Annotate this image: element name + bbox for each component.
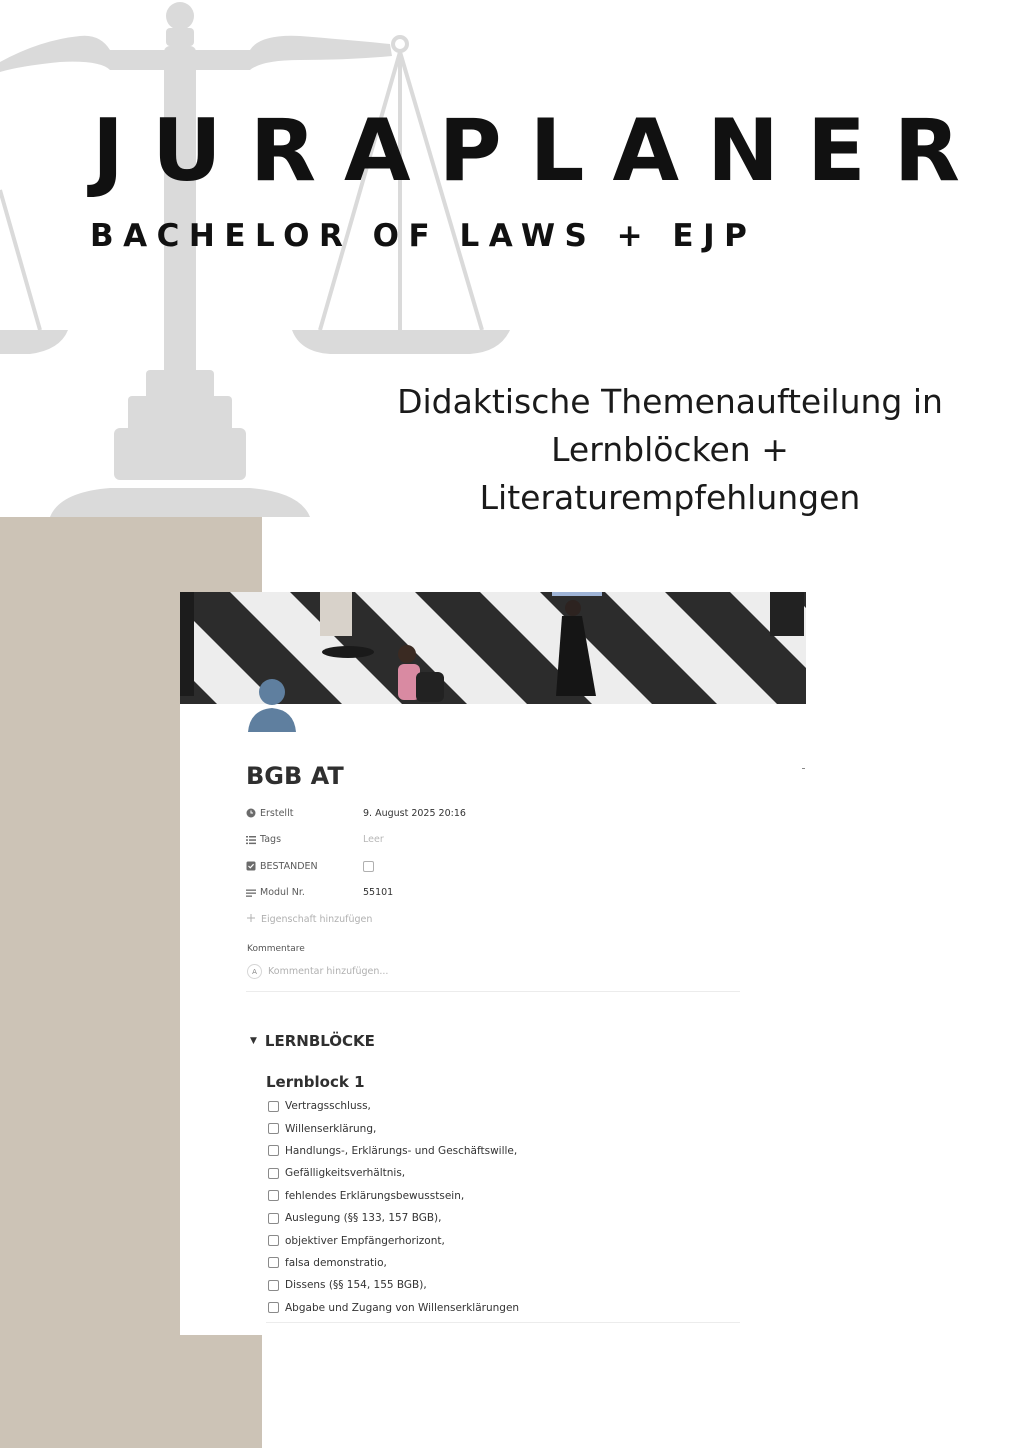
todo-item bbox=[268, 1252, 738, 1274]
todo-checkbox[interactable] bbox=[268, 1101, 279, 1112]
user-avatar-icon[interactable] bbox=[242, 674, 302, 734]
todo-item bbox=[268, 1207, 738, 1229]
todo-item bbox=[268, 1117, 738, 1139]
tagline-line: Lernblöcken + bbox=[551, 430, 789, 469]
property-key bbox=[246, 834, 363, 845]
todo-text[interactable]: Auslegung (§§ 133, 157 BGB), bbox=[285, 1212, 442, 1225]
list-icon bbox=[246, 835, 256, 845]
planner-subtitle: BACHELOR OF LAWS + EJP bbox=[90, 218, 757, 254]
todo-checkbox[interactable] bbox=[268, 1168, 279, 1179]
add-property-button[interactable] bbox=[246, 906, 746, 932]
toggle-heading: LERNBLÖCKE bbox=[264, 1032, 375, 1050]
property-label: Erstellt bbox=[260, 807, 294, 819]
todo-text[interactable]: Vertragsschluss, bbox=[285, 1100, 371, 1113]
todo-checkbox[interactable] bbox=[268, 1302, 279, 1313]
checkbox-icon bbox=[246, 861, 256, 871]
todo-checkbox[interactable] bbox=[268, 1123, 279, 1134]
planner-title: JURAPLANER bbox=[92, 101, 988, 201]
tagline-line: Didaktische Themenaufteilung in bbox=[397, 382, 943, 421]
todo-text[interactable]: objektiver Empfängerhorizont, bbox=[285, 1234, 445, 1247]
property-value: 9. August 2025 20:16 bbox=[363, 807, 466, 819]
plus-icon bbox=[246, 913, 256, 926]
todo-text[interactable]: Abgabe und Zugang von Willenserklärungen bbox=[285, 1301, 520, 1314]
comment-avatar: A bbox=[247, 964, 262, 979]
property-label: BESTANDEN bbox=[260, 860, 318, 872]
todo-text[interactable]: Willenserklärung, bbox=[285, 1122, 377, 1135]
todo-item bbox=[268, 1185, 738, 1207]
todo-text[interactable]: Gefälligkeitsverhältnis, bbox=[285, 1167, 406, 1180]
toggle-triangle-icon[interactable]: ▼ bbox=[250, 1036, 257, 1046]
scroll-mark bbox=[802, 768, 805, 769]
todo-checkbox[interactable] bbox=[268, 1190, 279, 1201]
page-title[interactable]: BGB AT bbox=[246, 762, 344, 790]
todo-checkbox[interactable] bbox=[268, 1145, 279, 1156]
todo-list bbox=[268, 1095, 738, 1319]
property-row-bestanden[interactable] bbox=[246, 853, 746, 880]
todo-text[interactable]: falsa demonstratio, bbox=[285, 1256, 387, 1269]
todo-item bbox=[268, 1229, 738, 1251]
todo-item bbox=[268, 1274, 738, 1296]
property-key bbox=[246, 861, 363, 872]
divider bbox=[246, 991, 740, 992]
toggle-lernbloecke[interactable] bbox=[250, 1032, 375, 1050]
todo-text[interactable]: fehlendes Erklärungsbewusstsein, bbox=[285, 1189, 465, 1202]
text-lines-icon bbox=[246, 888, 256, 898]
comment-input[interactable] bbox=[247, 964, 388, 979]
todo-item bbox=[268, 1095, 738, 1117]
comments-label: Kommentare bbox=[247, 944, 305, 954]
property-row-created[interactable] bbox=[246, 800, 746, 827]
property-key bbox=[246, 887, 363, 898]
todo-checkbox[interactable] bbox=[268, 1213, 279, 1224]
todo-item bbox=[268, 1297, 738, 1319]
todo-checkbox[interactable] bbox=[268, 1235, 279, 1246]
clock-icon bbox=[246, 808, 256, 818]
divider bbox=[266, 1322, 740, 1323]
todo-text[interactable]: Handlungs-, Erklärungs- und Geschäftswille, bbox=[285, 1144, 518, 1157]
property-label: Modul Nr. bbox=[260, 887, 305, 899]
tagline bbox=[360, 378, 980, 522]
property-row-modul-nr[interactable] bbox=[246, 880, 746, 907]
property-key bbox=[246, 808, 363, 819]
todo-item bbox=[268, 1162, 738, 1184]
add-property-label: Eigenschaft hinzufügen bbox=[261, 913, 373, 925]
property-row-tags[interactable] bbox=[246, 827, 746, 854]
property-label: Tags bbox=[260, 834, 282, 846]
todo-checkbox[interactable] bbox=[268, 1280, 279, 1291]
block-heading: Lernblock 1 bbox=[266, 1073, 365, 1091]
notion-page-screenshot bbox=[180, 592, 806, 1335]
property-value: 55101 bbox=[363, 887, 394, 899]
properties-panel bbox=[246, 800, 746, 932]
todo-text[interactable]: Dissens (§§ 154, 155 BGB), bbox=[285, 1279, 427, 1292]
comment-placeholder: Kommentar hinzufügen... bbox=[268, 966, 389, 977]
property-value-empty: Leer bbox=[363, 834, 384, 846]
todo-checkbox[interactable] bbox=[268, 1257, 279, 1268]
tagline-line: Literaturempfehlungen bbox=[479, 478, 861, 517]
todo-item bbox=[268, 1140, 738, 1162]
bestanden-checkbox[interactable] bbox=[363, 861, 374, 872]
